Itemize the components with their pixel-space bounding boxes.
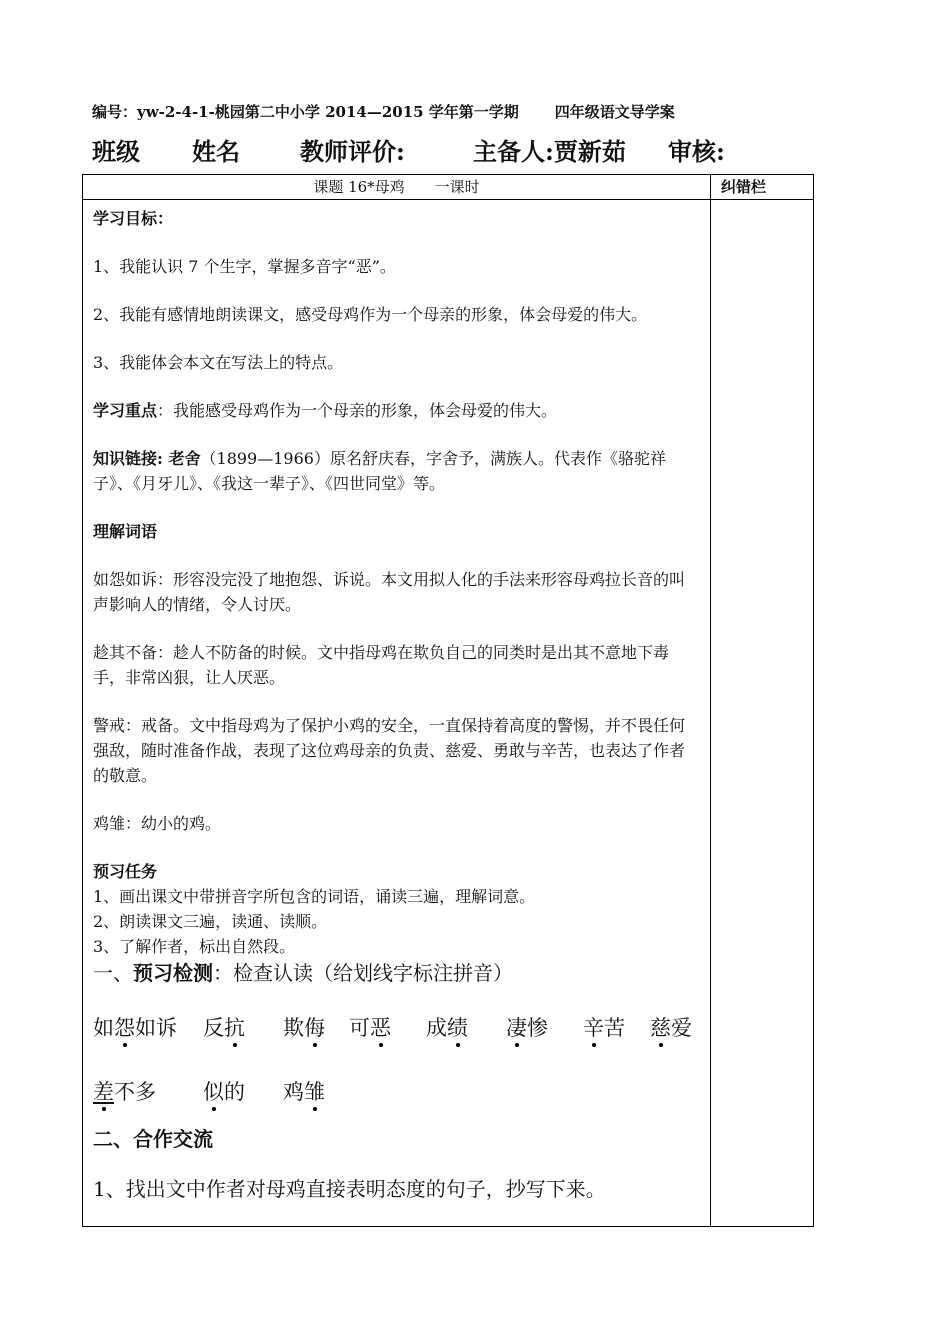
word-item: 辛苦 (583, 1016, 625, 1040)
focus-paragraph (93, 398, 700, 423)
vocab-item-4: 鸡雏：幼小的鸡。 (93, 814, 222, 833)
word-item: 差不多 (93, 1080, 156, 1104)
vocab-item-2: 趁其不备：趁人不防备的时候。文中指母鸡在欺负自己的同类时是出其不意地下毒手，非常凶狠，让人厌恶。 (93, 643, 670, 687)
focus-text: ：我能感受母鸡作为一个母亲的形象，体会母爱的伟大。 (157, 401, 558, 420)
word-item: 如怨如诉 (93, 1016, 177, 1040)
check-instruction: ：检查认读（给划线字标注拼音） (213, 961, 513, 985)
goal-item-3: 3、我能体会本文在写法上的特点。 (93, 353, 344, 372)
word-row-2 (93, 1074, 700, 1126)
word-item: 鸡雏 (283, 1080, 325, 1104)
word-item: 凄惨 (506, 1016, 548, 1040)
name-label: 姓名 (192, 137, 240, 166)
teacher-eval-label: 教师评价: (300, 137, 405, 166)
vocab-item-1: 如怨如诉：形容没完没了地抱怨、诉说。本文用拟人化的手法来形容母鸡拉长音的叫声影响人的情绪，令人讨厌。 (93, 570, 686, 614)
cooperate-heading: 二、合作交流 (93, 1127, 213, 1151)
knowledge-paragraph: 知识链接: 老舍（1899—1966）原名舒庆春，字舍予，满族人。代表作《骆驼祥子》、《月牙儿》、《我这一辈子》、《四世同堂》等。 (93, 449, 666, 493)
knowledge-text: （1899—1966）原名舒庆春，字舍予，满族人。代表作《骆驼祥子》、《月牙儿》、《我这一辈子》、《四世同堂》等。 (93, 449, 666, 493)
preview-heading: 预习任务 (93, 862, 158, 881)
goal-item-2: 2、我能有感情地朗读课文，感受母鸡作为一个母亲的形象，体会母爱的伟大。 (93, 305, 648, 324)
author-name: 老舍 (168, 449, 201, 468)
word-item: 欺侮 (283, 1016, 325, 1040)
reviewer-label: 审核: (668, 137, 725, 166)
preview-item-2: 2、朗读课文三遍，读通、读顺。 (93, 912, 328, 931)
correction-column (711, 200, 814, 1227)
word-item: 成绩 (426, 1016, 468, 1040)
correction-column-header: 纠错栏 (711, 175, 814, 200)
focus-label: 学习重点 (93, 401, 158, 420)
document-code-line (92, 101, 675, 122)
check-prefix: 一、 (93, 961, 133, 985)
lesson-table (82, 174, 814, 1227)
preparer-label: 主备人:贾新茹 (473, 137, 626, 166)
word-row-1 (93, 1010, 700, 1074)
code-text: 编号：yw-2-4-1-桃园第二中小学 2014—2015 学年第一学期 (92, 103, 519, 121)
goal-item-1: 1、我能认识 7 个生字，掌握多音字“恶”。 (93, 257, 396, 276)
cooperate-question-1: 1、找出文中作者对母鸡直接表明态度的句子，抄写下来。 (93, 1177, 606, 1201)
lesson-content (83, 200, 711, 1227)
lesson-title: 课题 16*母鸡 一课时 (83, 175, 711, 200)
vocab-item-3: 警戒：戒备。文中指母鸡为了保护小鸡的安全，一直保持着高度的警惕，并不畏任何强敌，随时准备作战，表现了这位鸡母亲的负责、慈爱、勇敢与辛苦，也表达了作者的敬意。 (93, 716, 686, 785)
check-heading (93, 959, 700, 987)
word-item: 反抗 (203, 1016, 245, 1040)
preview-item-1: 1、画出课文中带拼音字所包含的词语，诵读三遍，理解词意。 (93, 887, 536, 906)
doc-type: 四年级语文导学案 (554, 103, 675, 121)
word-item: 慈爱 (650, 1016, 692, 1040)
knowledge-label: 知识链接 (93, 449, 158, 468)
word-item: 可恶 (349, 1016, 391, 1040)
check-title: 预习检测 (133, 961, 213, 985)
preview-item-3: 3、了解作者，标出自然段。 (93, 937, 296, 956)
word-item: 似的 (203, 1080, 245, 1104)
goals-heading: 学习目标： (93, 209, 174, 228)
class-label: 班级 (92, 137, 140, 166)
vocab-heading: 理解词语 (93, 522, 158, 541)
